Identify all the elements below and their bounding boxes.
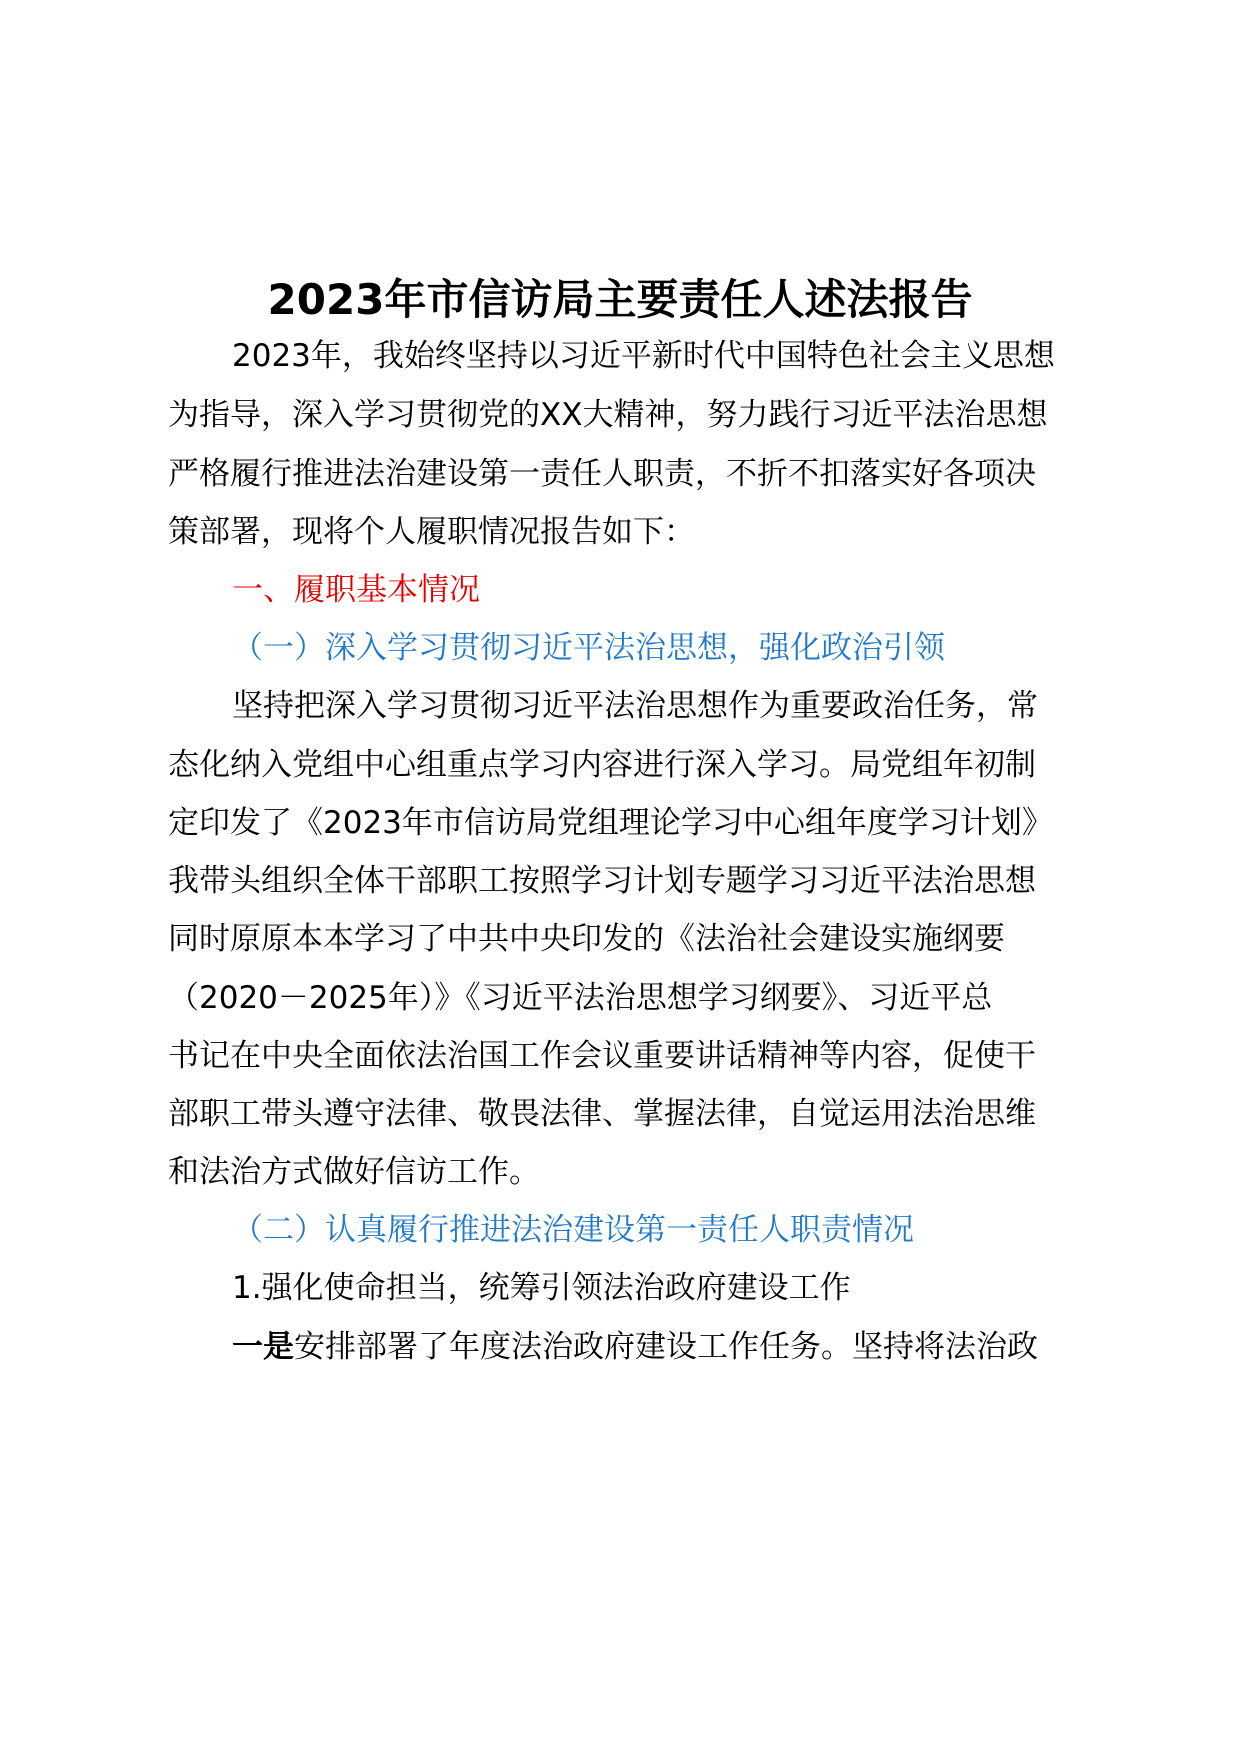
paragraph-line: 和法治方式做好信访工作。 [168,1154,540,1190]
paragraph-line: 定印发了《2023年市信访局党组理论学习中心组年度学习计划》 [168,805,1053,841]
paragraph-line: 书记在中央全面依法治国工作会议重要讲话精神等内容，促使干 [168,1038,1036,1074]
intro-line-1: 2023年，我始终坚持以习近平新时代中国特色社会主义思想 [232,338,1055,374]
item-heading-1: 1.强化使命担当，统筹引领法治政府建设工作 [232,1270,851,1306]
document-title: 2023年市信访局主要责任人述法报告 [267,275,973,324]
item-paragraph-line [232,1325,1172,1369]
paragraph-line: 部职工带头遵守法律、敬畏法律、掌握法律，自觉运用法治思维 [168,1096,1036,1132]
paragraph-line: （2020－2025年）》《习近平法治思想学习纲要》、习近平总 [168,980,993,1016]
item-lead: 一是 [232,1329,294,1365]
intro-line-2: 为指导，深入学习贯彻党的XX大精神，努力践行习近平法治思想 [168,397,1048,433]
paragraph-line: 坚持把深入学习贯彻习近平法治思想作为重要政治任务，常 [232,688,1038,724]
paragraph-line: 同时原原本本学习了中共中央印发的《法治社会建设实施纲要 [168,921,1005,957]
paragraph-line: 我带头组织全体干部职工按照学习计划专题学习习近平法治思想 [168,863,1036,899]
item-text: 安排部署了年度法治政府建设工作任务。坚持将法治政 [294,1329,1038,1365]
subsection-heading-1: （一）深入学习贯彻习近平法治思想，强化政治引领 [232,630,945,666]
intro-line-4: 策部署，现将个人履职情况报告如下： [168,514,695,550]
section-heading-1: 一、履职基本情况 [232,572,480,608]
paragraph-line: 态化纳入党组中心组重点学习内容进行深入学习。局党组年初制 [168,747,1036,783]
intro-line-3: 严格履行推进法治建设第一责任人职责，不折不扣落实好各项决 [168,456,1036,492]
subsection-heading-2: （二）认真履行推进法治建设第一责任人职责情况 [232,1212,914,1248]
